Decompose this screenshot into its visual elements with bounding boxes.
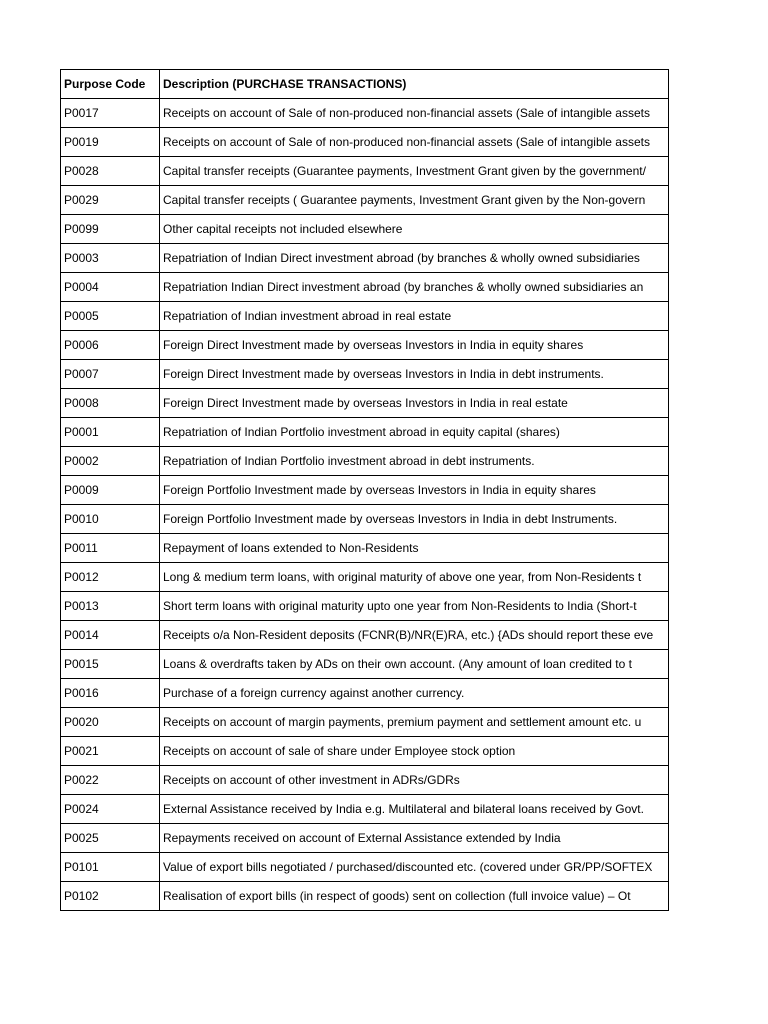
description-text: Other capital receipts not included elsewhere — [163, 222, 403, 236]
description-text: Loans & overdrafts taken by ADs on their own account. (Any amount of loan credited to t — [163, 657, 632, 671]
description-cell[interactable] — [160, 186, 669, 215]
purpose-code-table — [60, 69, 669, 911]
purpose-code-cell[interactable]: P0006 — [61, 331, 160, 360]
description-cell[interactable] — [160, 824, 669, 853]
description-text: Receipts on account of sale of share under Employee stock option — [163, 744, 516, 758]
table-row — [61, 679, 669, 708]
table-row — [61, 766, 669, 795]
purpose-code-cell[interactable]: P0003 — [61, 244, 160, 273]
description-text: Foreign Portfolio Investment made by overseas Investors in India in debt Instruments. — [163, 512, 618, 526]
table-row — [61, 650, 669, 679]
description-cell[interactable] — [160, 99, 669, 128]
table-row — [61, 882, 669, 911]
description-cell[interactable] — [160, 708, 669, 737]
purpose-code-cell[interactable]: P0102 — [61, 882, 160, 911]
purpose-code-cell[interactable]: P0101 — [61, 853, 160, 882]
table-row — [61, 824, 669, 853]
description-cell[interactable] — [160, 273, 669, 302]
header-purpose-code[interactable]: Purpose Code — [61, 70, 160, 99]
purpose-code-cell[interactable]: P0011 — [61, 534, 160, 563]
description-cell[interactable] — [160, 737, 669, 766]
description-cell[interactable] — [160, 447, 669, 476]
purpose-code-cell[interactable]: P0020 — [61, 708, 160, 737]
description-text: Foreign Portfolio Investment made by overseas Investors in India in equity shares — [163, 483, 596, 497]
description-text: Receipts on account of Sale of non-produced non-financial assets (Sale of intangible assets — [163, 135, 650, 149]
header-description[interactable] — [160, 70, 669, 99]
description-cell[interactable] — [160, 853, 669, 882]
header-description-text: Description (PURCHASE TRANSACTIONS) — [163, 77, 407, 91]
purpose-code-cell[interactable]: P0021 — [61, 737, 160, 766]
purpose-code-cell[interactable]: P0022 — [61, 766, 160, 795]
purpose-code-cell[interactable]: P0008 — [61, 389, 160, 418]
description-text: Receipts on account of Sale of non-produced non-financial assets (Sale of intangible assets — [163, 106, 650, 120]
purpose-code-cell[interactable]: P0028 — [61, 157, 160, 186]
description-cell[interactable] — [160, 476, 669, 505]
description-text: Repatriation of Indian investment abroad in real estate — [163, 309, 452, 323]
description-cell[interactable] — [160, 128, 669, 157]
description-text: Long & medium term loans, with original maturity of above one year, from Non-Residents t — [163, 570, 642, 584]
purpose-code-cell[interactable]: P0004 — [61, 273, 160, 302]
description-text: Receipts o/a Non-Resident deposits (FCNR(B)/NR(E)RA, etc.) {ADs should report these eve — [163, 628, 654, 642]
description-text: Repatriation of Indian Portfolio investment abroad in debt instruments. — [163, 454, 535, 468]
description-cell[interactable] — [160, 563, 669, 592]
description-text: Repatriation Indian Direct investment abroad (by branches & wholly owned subsidiaries an — [163, 280, 644, 294]
purpose-code-cell[interactable]: P0024 — [61, 795, 160, 824]
table-row — [61, 563, 669, 592]
description-text: External Assistance received by India e.g. Multilateral and bilateral loans received by Govt. — [163, 802, 644, 816]
purpose-code-cell[interactable]: P0010 — [61, 505, 160, 534]
table-row — [61, 853, 669, 882]
description-cell[interactable] — [160, 331, 669, 360]
table-row — [61, 476, 669, 505]
description-cell[interactable] — [160, 157, 669, 186]
description-cell[interactable] — [160, 215, 669, 244]
table-row — [61, 215, 669, 244]
table-row — [61, 534, 669, 563]
table-row — [61, 795, 669, 824]
description-text: Short term loans with original maturity upto one year from Non-Residents to India (Short-t — [163, 599, 637, 613]
purpose-code-cell[interactable]: P0013 — [61, 592, 160, 621]
purpose-code-cell[interactable]: P0014 — [61, 621, 160, 650]
description-text: Foreign Direct Investment made by overseas Investors in India in equity shares — [163, 338, 584, 352]
table-row — [61, 331, 669, 360]
description-text: Receipts on account of other investment in ADRs/GDRs — [163, 773, 460, 787]
description-cell[interactable] — [160, 505, 669, 534]
purpose-code-cell[interactable]: P0019 — [61, 128, 160, 157]
description-text: Purchase of a foreign currency against another currency. — [163, 686, 465, 700]
table-row — [61, 389, 669, 418]
description-text: Repayments received on account of External Assistance extended by India — [163, 831, 561, 845]
table-row — [61, 592, 669, 621]
description-text: Capital transfer receipts ( Guarantee payments, Investment Grant given by the Non-govern — [163, 193, 646, 207]
purpose-code-cell[interactable]: P0007 — [61, 360, 160, 389]
description-cell[interactable] — [160, 302, 669, 331]
purpose-code-cell[interactable]: P0002 — [61, 447, 160, 476]
description-cell[interactable] — [160, 534, 669, 563]
table-header-row — [61, 70, 669, 99]
purpose-code-cell[interactable]: P0001 — [61, 418, 160, 447]
purpose-code-cell[interactable]: P0016 — [61, 679, 160, 708]
description-cell[interactable] — [160, 244, 669, 273]
description-cell[interactable] — [160, 621, 669, 650]
description-text: Foreign Direct Investment made by overseas Investors in India in debt instruments. — [163, 367, 604, 381]
description-text: Receipts on account of margin payments, premium payment and settlement amount etc. u — [163, 715, 642, 729]
table-row — [61, 186, 669, 215]
description-cell[interactable] — [160, 766, 669, 795]
description-cell[interactable] — [160, 650, 669, 679]
description-text: Repatriation of Indian Portfolio investment abroad in equity capital (shares) — [163, 425, 560, 439]
purpose-code-cell[interactable]: P0025 — [61, 824, 160, 853]
table-row — [61, 302, 669, 331]
table-row — [61, 128, 669, 157]
table-row — [61, 244, 669, 273]
description-cell[interactable] — [160, 418, 669, 447]
table-row — [61, 360, 669, 389]
description-text: Realisation of export bills (in respect of goods) sent on collection (full invoice value) – Ot — [163, 889, 631, 903]
description-cell[interactable] — [160, 592, 669, 621]
description-cell[interactable] — [160, 795, 669, 824]
purpose-code-cell[interactable]: P0029 — [61, 186, 160, 215]
description-cell[interactable] — [160, 882, 669, 911]
table-row — [61, 505, 669, 534]
purpose-code-cell[interactable]: P0009 — [61, 476, 160, 505]
description-text: Value of export bills negotiated / purchased/discounted etc. (covered under GR/PP/SOFTEX — [163, 860, 653, 874]
table-row — [61, 157, 669, 186]
purpose-code-cell[interactable]: P0099 — [61, 215, 160, 244]
purpose-code-cell[interactable]: P0005 — [61, 302, 160, 331]
table-row — [61, 708, 669, 737]
purpose-code-cell[interactable]: P0017 — [61, 99, 160, 128]
table-row — [61, 737, 669, 766]
table-row — [61, 418, 669, 447]
description-cell[interactable] — [160, 360, 669, 389]
table-row — [61, 99, 669, 128]
description-text: Repatriation of Indian Direct investment abroad (by branches & wholly owned subsidiaries — [163, 251, 640, 265]
table-row — [61, 621, 669, 650]
description-cell[interactable] — [160, 679, 669, 708]
purpose-code-cell[interactable]: P0012 — [61, 563, 160, 592]
table-row — [61, 447, 669, 476]
description-cell[interactable] — [160, 389, 669, 418]
description-text: Repayment of loans extended to Non-Residents — [163, 541, 419, 555]
description-text: Capital transfer receipts (Guarantee payments, Investment Grant given by the government/ — [163, 164, 646, 178]
purpose-code-cell[interactable]: P0015 — [61, 650, 160, 679]
table-row — [61, 273, 669, 302]
description-text: Foreign Direct Investment made by overseas Investors in India in real estate — [163, 396, 568, 410]
